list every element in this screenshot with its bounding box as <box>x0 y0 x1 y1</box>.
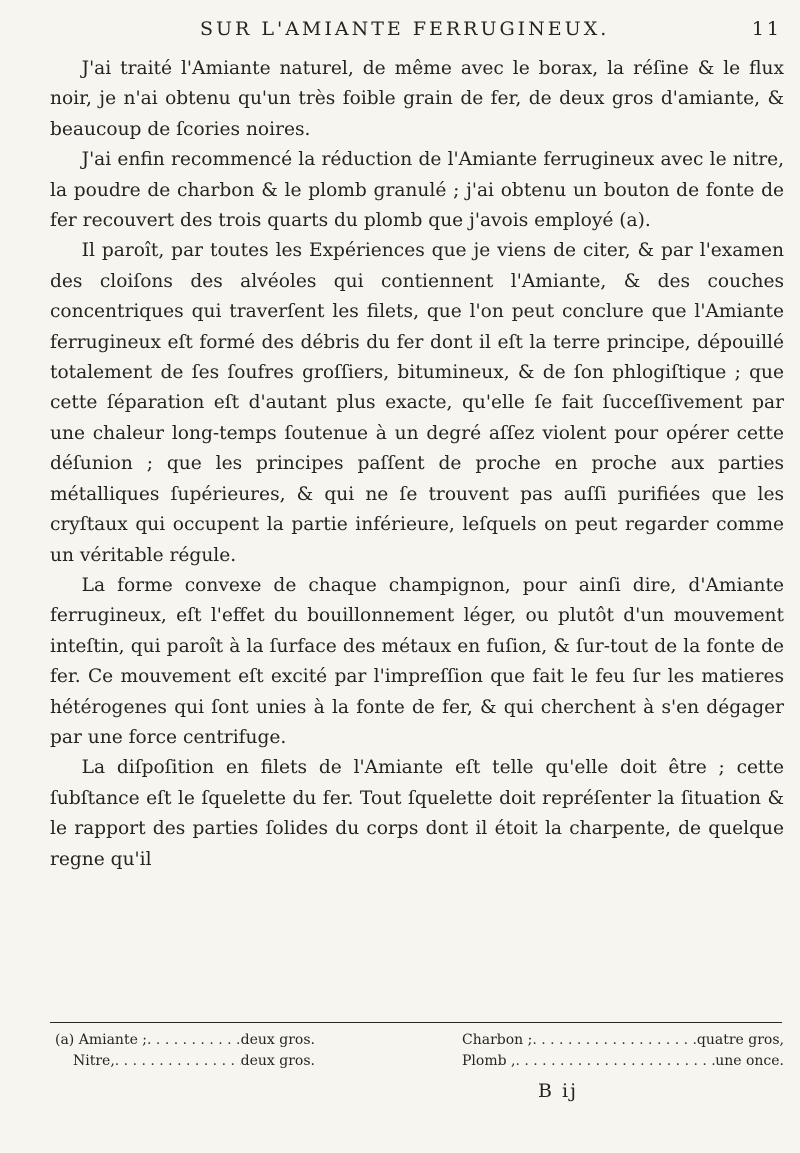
leader-dots <box>147 1030 241 1051</box>
footnote-label: Charbon ; <box>462 1032 533 1048</box>
footnote-divider <box>50 1022 782 1023</box>
running-title: SUR L'AMIANTE FERRUGINEUX. <box>200 18 610 40</box>
footnote-entry <box>55 1030 315 1051</box>
page-header <box>200 18 782 48</box>
paragraph: Il paroît, par toutes les Expériences que je viens de citer, & par l'examen des cloiſons des alvéoles qui contiennent l'Amiante, & des couches concentriques qui traverſent les filets, que l'on peut conclure que l'Amiante ferrugineux eſt formé des débris du fer dont il eſt la terre principe, dépouillé totalement de ſes ſoufres groſſiers, bitumineux, & de ſon phlogiſtique ; que cette ſéparation eſt d'autant plus exacte, qu'elle ſe fait ſucceſſivement par une chaleur long-temps ſoutenue à un degré aſſez violent pour opérer cette déſunion ; que les principes paſſent de proche en proche aux parties métalliques ſupérieures, & qui ne ſe trouvent pas auſſi purifiées que les cryſtaux qui occupent la partie inférieure, leſquels on peut regarder comme un véritable régule. <box>50 240 784 566</box>
footnote-right-column <box>462 1030 784 1072</box>
paragraph: J'ai traité l'Amiante naturel, de même avec le borax, la réſine & le flux noir, je n'ai obtenu qu'un très foible grain de fer, de deux gros d'amiante, & beaucoup de ſcories noires. <box>50 58 784 140</box>
footnote-label: (a) Amiante ; <box>55 1032 148 1048</box>
footnote-entry <box>462 1051 784 1072</box>
leader-dots <box>115 1051 241 1072</box>
signature-mark: B ij <box>538 1080 578 1102</box>
leader-dots <box>515 1051 715 1072</box>
footnote-entry <box>462 1030 784 1051</box>
footnote-value: quatre gros, <box>696 1032 784 1048</box>
paragraph: La diſpoſition en filets de l'Amiante eſt telle qu'elle doit être ; cette ſubſtance eſt le ſquelette du fer. Tout ſquelette doit repréſenter la ſituation & le rapport des parties ſolides du corps dont il étoit la charpente, de quelque regne qu'il <box>50 757 784 870</box>
paragraph: J'ai enfin recommencé la réduction de l'Amiante ferrugineux avec le nitre, la poudre de charbon & le plomb granulé ; j'ai obtenu un bouton de fonte de fer recouvert des trois quarts du plomb que j'avois employé (a). <box>50 149 784 232</box>
footnote-label: Nitre, <box>73 1053 115 1069</box>
leader-dots <box>532 1030 697 1051</box>
footnote-entry <box>55 1051 315 1072</box>
footnote-value: deux gros. <box>240 1032 315 1048</box>
footnote-left-column <box>55 1030 315 1072</box>
paragraph: La forme convexe de chaque champignon, pour ainſi dire, d'Amiante ferrugineux, eſt l'effet du bouillonnement léger, ou plutôt d'un mouvement inteſtin, qui paroît à la ſurface des métaux en fuſion, & ſur-tout de la fonte de fer. Ce mouvement eſt excité par l'impreſſion que fait le feu ſur les matieres hétérogenes qui ſont unies à la fonte de fer, & qui cherchent à s'en dégager par une force centrifuge. <box>50 574 784 748</box>
footnote-label: Plomb , <box>462 1053 516 1069</box>
footnote-value: deux gros. <box>240 1053 315 1069</box>
page-number: 11 <box>751 18 782 40</box>
body-text <box>50 54 784 875</box>
footnote-value: une once. <box>715 1053 784 1069</box>
